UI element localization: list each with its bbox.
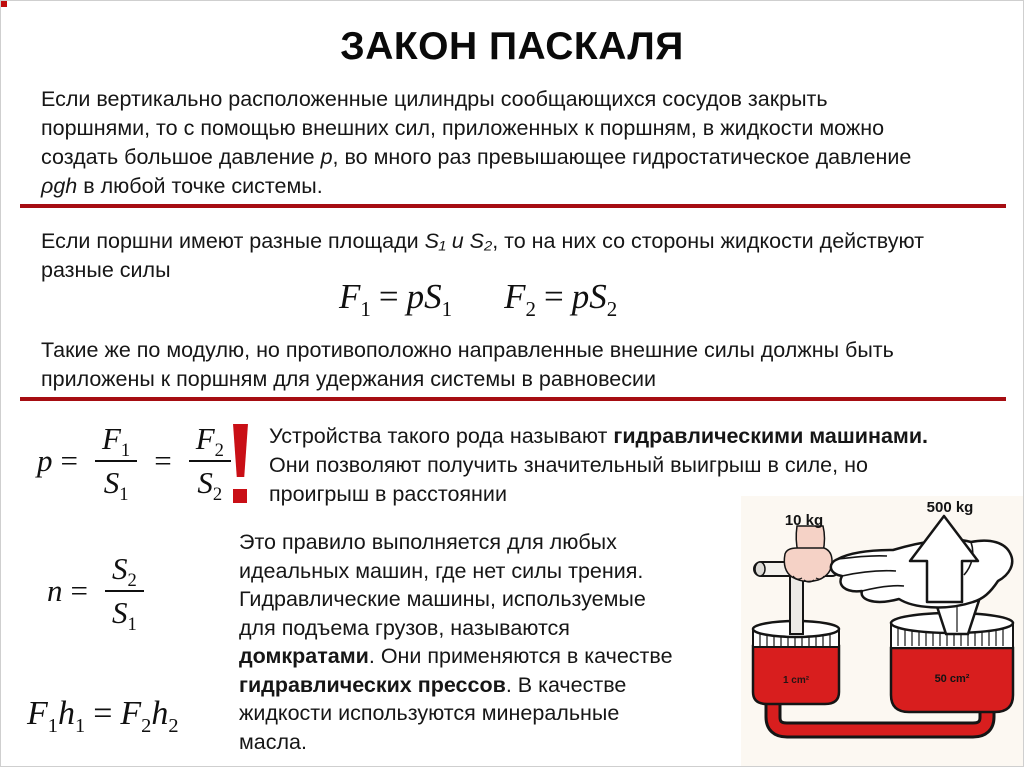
fraction-s2-s1: $\frac{S_2}{S_1}$	[105, 551, 144, 631]
weight-label-left: 10 kg	[784, 512, 824, 529]
callout-line-3: проигрыш в расстоянии	[269, 482, 507, 506]
divider-2	[20, 397, 1006, 401]
callout-bold: гидравлическими машинами.	[613, 424, 929, 448]
forces-note-line-1: Такие же по модулю, но противоположно направленные внешние силы должны быть	[41, 338, 894, 362]
pistons-line-1a: Если поршни имеют разные площади	[41, 229, 425, 253]
intro-line-3: создать большое давление	[41, 145, 321, 169]
intro-line-4: в любой точке системы.	[77, 174, 323, 198]
formula-f2: $F_2 = pS_2$	[504, 277, 618, 321]
corner-mark	[1, 1, 7, 7]
exclamation-stem	[232, 424, 249, 477]
pistons-line-1b: , то на них со стороны жидкости действуют	[492, 229, 924, 253]
formula-work: $F_1h_1$ = $F_2h_2$	[27, 695, 179, 737]
formula-gain: n = $\frac{S_2}{S_1}$	[47, 551, 153, 631]
intro-line-1: Если вертикально расположенные цилиндры сообщающихся сосудов закрыть	[41, 87, 828, 111]
pressing-hand	[784, 526, 832, 582]
fraction-f2-s2: $\frac{F_2}{S_2}$	[189, 421, 231, 501]
area-label-left: 1 cm²	[782, 675, 810, 686]
rule-paragraph: Это правило выполняется для любых идеальных машин, где нет силы трения. Гидравлические машины, используемые для подъема грузов, называются домкратами. Они применяются в качестве гидравлических прессов. В качестве жидкости используются минеральные масла.	[239, 530, 673, 754]
callout-line-2: Они позволяют получить значительный выигрыш в силе, но	[269, 453, 868, 477]
var-s1-s2: S₁ и S₂	[424, 229, 493, 253]
pistons-line-2: разные силы	[41, 258, 171, 282]
exclamation-icon	[232, 424, 249, 506]
hydraulic-press-illustration	[741, 496, 1024, 767]
var-p: p	[320, 145, 333, 169]
forces-note-line-2: приложены к поршням для удержания системы в равновесии	[41, 367, 656, 391]
rule-bold-presses: гидравлических прессов	[239, 672, 506, 697]
force-formulas	[339, 277, 618, 321]
divider-1	[20, 204, 1006, 208]
callout-line-1a: Устройства такого рода называют	[269, 424, 614, 448]
var-rho-g-h: ρgh	[41, 174, 78, 198]
formula-pressure: p = $\frac{F_1}{S_1}$ = $\frac{F_2}{S_2}$	[37, 421, 240, 501]
intro-line-2: поршнями, то с помощью внешних сил, приложенных к поршням, в жидкости можно	[41, 116, 885, 140]
intro-paragraph	[41, 85, 985, 201]
forces-note-paragraph	[41, 336, 993, 394]
exclamation-dot	[233, 489, 247, 503]
page-title: ЗАКОН ПАСКАЛЯ	[340, 25, 684, 68]
area-label-right: 50 cm²	[934, 673, 970, 685]
fraction-f1-s1: $\frac{F_1}{S_1}$	[95, 421, 137, 501]
weight-label-right: 500 kg	[926, 499, 974, 516]
intro-line-3b: , во много раз превышающее гидростатическое давление	[332, 145, 912, 169]
rule-bold-jacks: домкратами	[239, 644, 369, 668]
formula-f1: $F_1 = pS_1$	[339, 277, 453, 321]
